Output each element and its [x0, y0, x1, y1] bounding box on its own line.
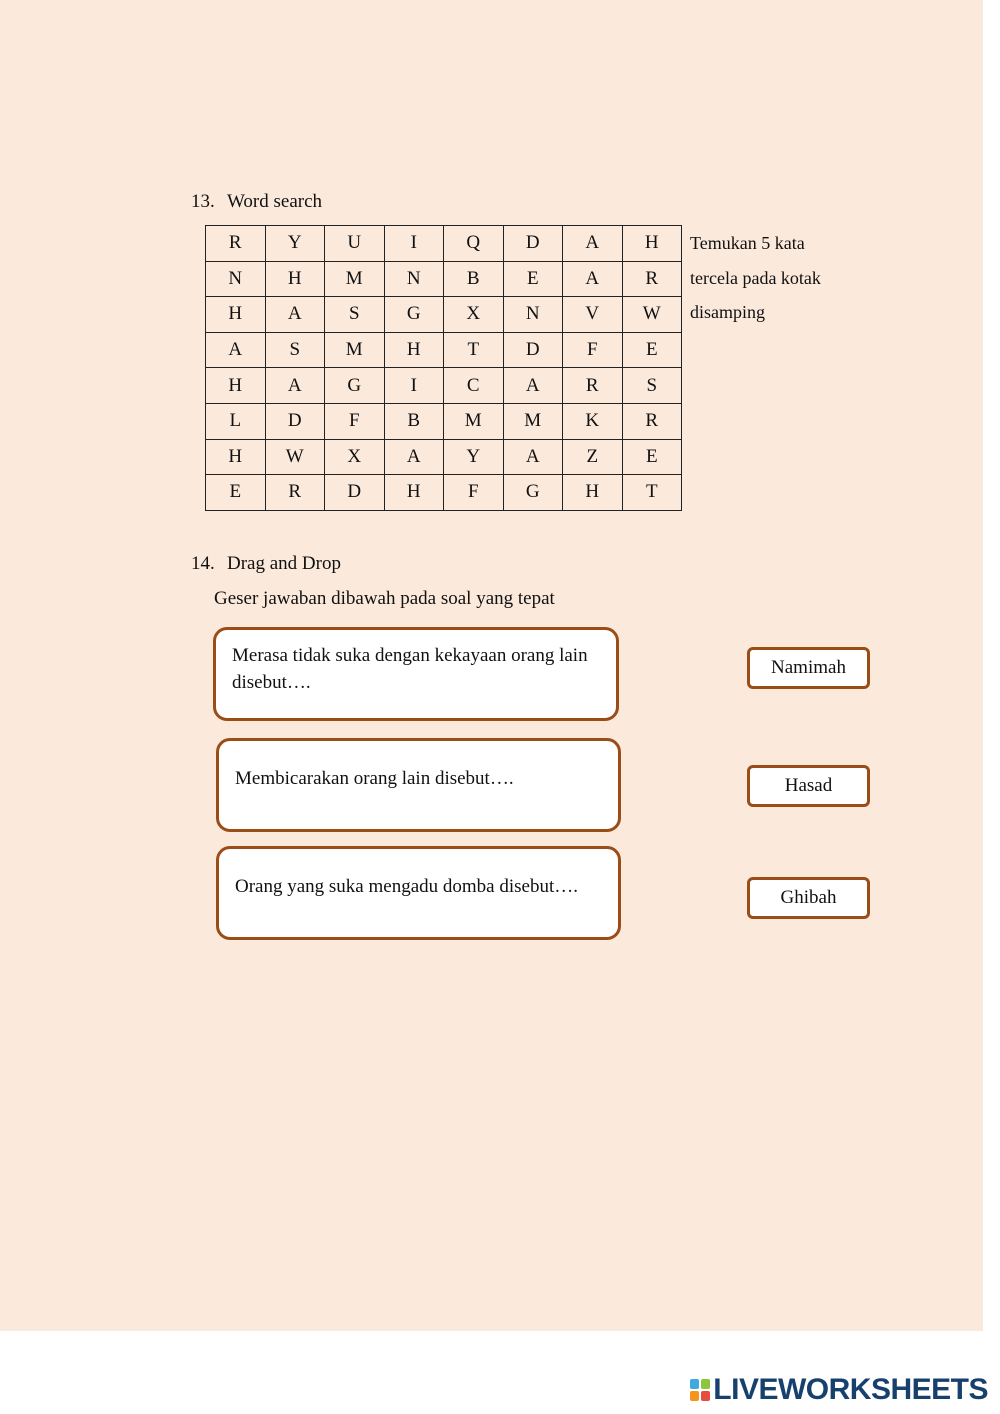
- grid-cell[interactable]: B: [444, 261, 504, 297]
- grid-cell[interactable]: E: [206, 475, 266, 511]
- grid-cell[interactable]: H: [206, 297, 266, 333]
- grid-cell[interactable]: G: [325, 368, 385, 404]
- grid-cell[interactable]: X: [444, 297, 504, 333]
- grid-cell[interactable]: T: [622, 475, 682, 511]
- grid-row: [206, 475, 682, 511]
- grid-cell[interactable]: A: [384, 439, 444, 475]
- word-search-grid[interactable]: [205, 225, 682, 511]
- grid-cell[interactable]: Y: [265, 226, 325, 262]
- grid-cell[interactable]: A: [503, 439, 563, 475]
- liveworksheets-brand-text: LIVEWORKSHEETS: [713, 1373, 988, 1406]
- grid-cell[interactable]: F: [563, 332, 623, 368]
- grid-cell[interactable]: R: [563, 368, 623, 404]
- question-13-heading: [191, 191, 322, 213]
- question-14-title: Drag and Drop: [227, 553, 341, 574]
- grid-cell[interactable]: D: [325, 475, 385, 511]
- grid-cell[interactable]: D: [265, 403, 325, 439]
- grid-cell[interactable]: A: [206, 332, 266, 368]
- hint-line: tercela pada kotak: [690, 267, 821, 288]
- grid-cell[interactable]: M: [325, 261, 385, 297]
- grid-cell[interactable]: W: [622, 297, 682, 333]
- grid-cell[interactable]: Q: [444, 226, 504, 262]
- grid-cell[interactable]: F: [444, 475, 504, 511]
- grid-cell[interactable]: W: [265, 439, 325, 475]
- grid-cell[interactable]: S: [265, 332, 325, 368]
- grid-row: [206, 297, 682, 333]
- drag-drop-instruction: Geser jawaban dibawah pada soal yang tepat: [214, 588, 555, 609]
- grid-cell[interactable]: H: [206, 368, 266, 404]
- grid-cell[interactable]: G: [503, 475, 563, 511]
- grid-cell[interactable]: H: [265, 261, 325, 297]
- grid-cell[interactable]: A: [563, 261, 623, 297]
- logo-square: [690, 1379, 699, 1389]
- grid-cell[interactable]: A: [503, 368, 563, 404]
- grid-cell[interactable]: M: [503, 403, 563, 439]
- grid-cell[interactable]: M: [325, 332, 385, 368]
- question-14-number: 14.: [191, 553, 215, 574]
- grid-cell[interactable]: R: [265, 475, 325, 511]
- grid-cell[interactable]: N: [206, 261, 266, 297]
- logo-square: [701, 1379, 710, 1389]
- grid-cell[interactable]: A: [265, 297, 325, 333]
- grid-cell[interactable]: X: [325, 439, 385, 475]
- liveworksheets-logo[interactable]: [690, 1374, 988, 1406]
- grid-cell[interactable]: H: [384, 332, 444, 368]
- grid-cell[interactable]: R: [206, 226, 266, 262]
- grid-row: [206, 261, 682, 297]
- question-13-number: 13.: [191, 191, 215, 212]
- hint-line: Temukan 5 kata: [690, 233, 805, 253]
- grid-cell[interactable]: H: [206, 439, 266, 475]
- grid-cell[interactable]: M: [444, 403, 504, 439]
- grid-cell[interactable]: I: [384, 368, 444, 404]
- grid-row: [206, 368, 682, 404]
- grid-cell[interactable]: T: [444, 332, 504, 368]
- grid-cell[interactable]: E: [622, 332, 682, 368]
- grid-cell[interactable]: S: [325, 297, 385, 333]
- grid-cell[interactable]: E: [503, 261, 563, 297]
- grid-cell[interactable]: R: [622, 403, 682, 439]
- answer-chip-ghibah[interactable]: Ghibah: [747, 877, 870, 919]
- grid-cell[interactable]: D: [503, 226, 563, 262]
- grid-cell[interactable]: G: [384, 297, 444, 333]
- grid-cell[interactable]: E: [622, 439, 682, 475]
- grid-cell[interactable]: S: [622, 368, 682, 404]
- word-search-instruction: [690, 226, 870, 330]
- question-13-title: Word search: [227, 191, 323, 212]
- grid-cell[interactable]: R: [622, 261, 682, 297]
- grid-cell[interactable]: F: [325, 403, 385, 439]
- grid-cell[interactable]: B: [384, 403, 444, 439]
- answer-chip-hasad[interactable]: Hasad: [747, 765, 870, 807]
- logo-square: [690, 1391, 699, 1401]
- grid-cell[interactable]: U: [325, 226, 385, 262]
- drop-zone-question-2[interactable]: Membicarakan orang lain disebut….: [216, 738, 621, 832]
- grid-cell[interactable]: H: [563, 475, 623, 511]
- drop-zone-question-3[interactable]: Orang yang suka mengadu domba disebut….: [216, 846, 621, 940]
- grid-row: [206, 332, 682, 368]
- grid-row: [206, 403, 682, 439]
- grid-cell[interactable]: A: [563, 226, 623, 262]
- grid-cell[interactable]: Y: [444, 439, 504, 475]
- answer-chip-namimah[interactable]: Namimah: [747, 647, 870, 689]
- grid-cell[interactable]: C: [444, 368, 504, 404]
- grid-cell[interactable]: K: [563, 403, 623, 439]
- drop-zone-question-1[interactable]: Merasa tidak suka dengan kekayaan orang lain disebut….: [213, 627, 619, 721]
- grid-cell[interactable]: Z: [563, 439, 623, 475]
- grid-cell[interactable]: H: [622, 226, 682, 262]
- grid-cell[interactable]: N: [503, 297, 563, 333]
- grid-cell[interactable]: A: [265, 368, 325, 404]
- grid-cell[interactable]: D: [503, 332, 563, 368]
- grid-cell[interactable]: V: [563, 297, 623, 333]
- liveworksheets-logo-icon: [690, 1379, 710, 1401]
- grid-cell[interactable]: N: [384, 261, 444, 297]
- hint-line: disamping: [690, 302, 765, 322]
- grid-row: [206, 226, 682, 262]
- grid-cell[interactable]: H: [384, 475, 444, 511]
- grid-row: [206, 439, 682, 475]
- grid-cell[interactable]: L: [206, 403, 266, 439]
- grid-cell[interactable]: I: [384, 226, 444, 262]
- question-14-heading: [191, 553, 341, 575]
- logo-square: [701, 1391, 710, 1401]
